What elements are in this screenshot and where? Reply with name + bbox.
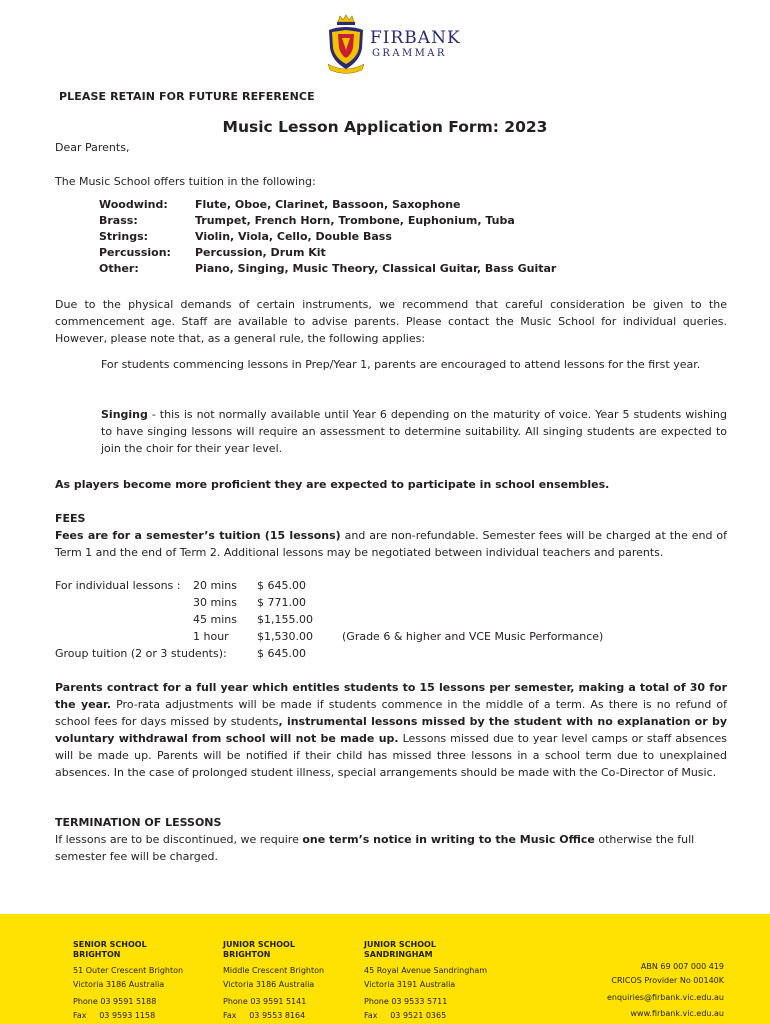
footer-address: Victoria 3186 Australia <box>73 980 165 989</box>
fee-price: $ 771.00 <box>257 596 306 609</box>
footer-fax: Fax 03 9521 0365 <box>364 1011 447 1020</box>
school-crest-icon <box>326 14 366 76</box>
footer-band <box>0 914 770 1024</box>
fee-note: (Grade 6 & higher and VCE Music Performance) <box>342 630 604 643</box>
contract-paragraph <box>55 679 727 781</box>
contract-text-2: Lessons missed due to year level camps or staff absences will be made up. Parents will be notified if their child has missed three lessons in a school term due to unexplained absences. In the case of prolonged student illness, special arrangements should be made with the Co-Director of Music. <box>55 732 727 779</box>
instrument-category: Percussion: <box>99 246 171 259</box>
fees-heading: FEES <box>55 512 86 525</box>
footer-heading: SENIOR SCHOOL <box>73 940 147 949</box>
footer-contact <box>607 960 724 1021</box>
retain-notice: PLEASE RETAIN FOR FUTURE REFERENCE <box>59 90 315 103</box>
group-tuition-label: Group tuition (2 or 3 students): <box>55 647 227 660</box>
fees-text: and are non-refundable. Semester fees will be charged at the end of Term 1 and the end of Term 2. Additional lessons may be negotiated between individual teachers and parents. <box>55 529 727 559</box>
logo-name-firbank: FIRBANK <box>370 28 461 48</box>
intro-text: The Music School offers tuition in the following: <box>55 175 316 188</box>
instrument-category: Brass: <box>99 214 138 227</box>
footer-heading: BRIGHTON <box>73 950 121 959</box>
footer-website-link[interactable]: www.firbank.vic.edu.au <box>630 1009 724 1018</box>
footer-phone: Phone 03 9533 5711 <box>364 997 448 1006</box>
termination-heading: TERMINATION OF LESSONS <box>55 816 222 829</box>
contract-bold-1: Parents contract for a full year which entitles students to 15 lessons per semester, making a total of 30 for the year. <box>55 681 727 711</box>
fee-price: $1,155.00 <box>257 613 313 626</box>
instrument-list: Percussion, Drum Kit <box>195 246 326 259</box>
instrument-list: Violin, Viola, Cello, Double Bass <box>195 230 392 243</box>
footer-abn: ABN 69 007 000 419 <box>640 962 724 971</box>
instrument-category: Other: <box>99 262 139 275</box>
contract-text-1: Pro-rata adjustments will be made if students commence in the middle of a term. As there is no refund of school fees for days missed by students <box>55 698 728 728</box>
termination-text-1: If lessons are to be discontinued, we require <box>55 833 303 846</box>
singing-label: Singing <box>101 408 148 421</box>
instrument-list: Flute, Oboe, Clarinet, Bassoon, Saxophone <box>195 198 461 211</box>
singing-text: - this is not normally available until Year 6 depending on the maturity of voice. Year 5 students wishing to have singing lessons will require an assessment to determine suitability. All singing students are expected to join the choir for their year level. <box>101 408 727 455</box>
footer-phone: Phone 03 9591 5188 <box>73 997 157 1006</box>
physical-demands-paragraph: Due to the physical demands of certain instruments, we recommend that careful consideration be given to the commencement age. Staff are available to advise parents. Please contact the Music School for individual queries. However, please note that, as a general rule, the following applies: <box>55 298 727 345</box>
instrument-category: Woodwind: <box>99 198 168 211</box>
fee-duration: 20 mins <box>193 579 237 592</box>
singing-paragraph <box>101 406 727 457</box>
footer-heading: JUNIOR SCHOOL <box>364 940 436 949</box>
fee-duration: 1 hour <box>193 630 229 643</box>
contract-bold-2: , instrumental lessons missed by the student with no explanation or by voluntary withdrawal from school will not be made up. <box>55 715 727 745</box>
fees-bold: Fees are for a semester’s tuition (15 lessons) <box>55 529 341 542</box>
page-title: Music Lesson Application Form: 2023 <box>222 118 548 136</box>
fee-duration: 30 mins <box>193 596 237 609</box>
footer-heading: SANDRINGHAM <box>364 950 433 959</box>
footer-fax: Fax 03 9553 8164 <box>223 1011 306 1020</box>
footer-address: Victoria 3191 Australia <box>364 980 456 989</box>
fees-paragraph <box>55 527 727 561</box>
instrument-list: Piano, Singing, Music Theory, Classical Guitar, Bass Guitar <box>195 262 557 275</box>
termination-bold: one term’s notice in writing to the Music Office <box>302 833 595 846</box>
footer-cricos: CRICOS Provider No 00140K <box>611 976 724 985</box>
footer-heading: JUNIOR SCHOOL <box>223 940 295 949</box>
group-tuition-price: $ 645.00 <box>257 647 306 660</box>
footer-address: 45 Royal Avenue Sandringham <box>364 966 488 975</box>
fee-price: $1,530.00 <box>257 630 313 643</box>
fee-price: $ 645.00 <box>257 579 306 592</box>
footer-email-link[interactable]: enquiries@firbank.vic.edu.au <box>606 993 724 1002</box>
footer-junior-sandringham <box>364 940 487 1023</box>
footer-address: Victoria 3186 Australia <box>223 980 315 989</box>
footer-junior-brighton <box>223 940 324 1023</box>
footer-phone: Phone 03 9591 5141 <box>223 997 307 1006</box>
fee-duration: 45 mins <box>193 613 237 626</box>
termination-text-2: otherwise the full semester fee will be charged. <box>55 833 695 863</box>
footer-heading: BRIGHTON <box>223 950 271 959</box>
logo-name-grammar: GRAMMAR <box>372 48 447 59</box>
instrument-list: Trumpet, French Horn, Trombone, Euphonium, Tuba <box>195 214 515 227</box>
footer-address: 51 Outer Crescent Brighton <box>73 966 184 975</box>
footer-fax: Fax 03 9593 1158 <box>73 1011 156 1020</box>
firbank-logo <box>326 14 466 78</box>
footer-address: Middle Crescent Brighton <box>223 966 325 975</box>
greeting: Dear Parents, <box>55 141 130 154</box>
prep-paragraph: For students commencing lessons in Prep/Year 1, parents are encouraged to attend lessons for the first year. <box>101 358 701 371</box>
ensembles-note: As players become more proficient they are expected to participate in school ensembles. <box>55 478 610 491</box>
instrument-category: Strings: <box>99 230 149 243</box>
termination-paragraph <box>55 831 727 865</box>
footer-senior-school <box>73 940 183 1023</box>
individual-lessons-label: For individual lessons : <box>55 579 181 592</box>
